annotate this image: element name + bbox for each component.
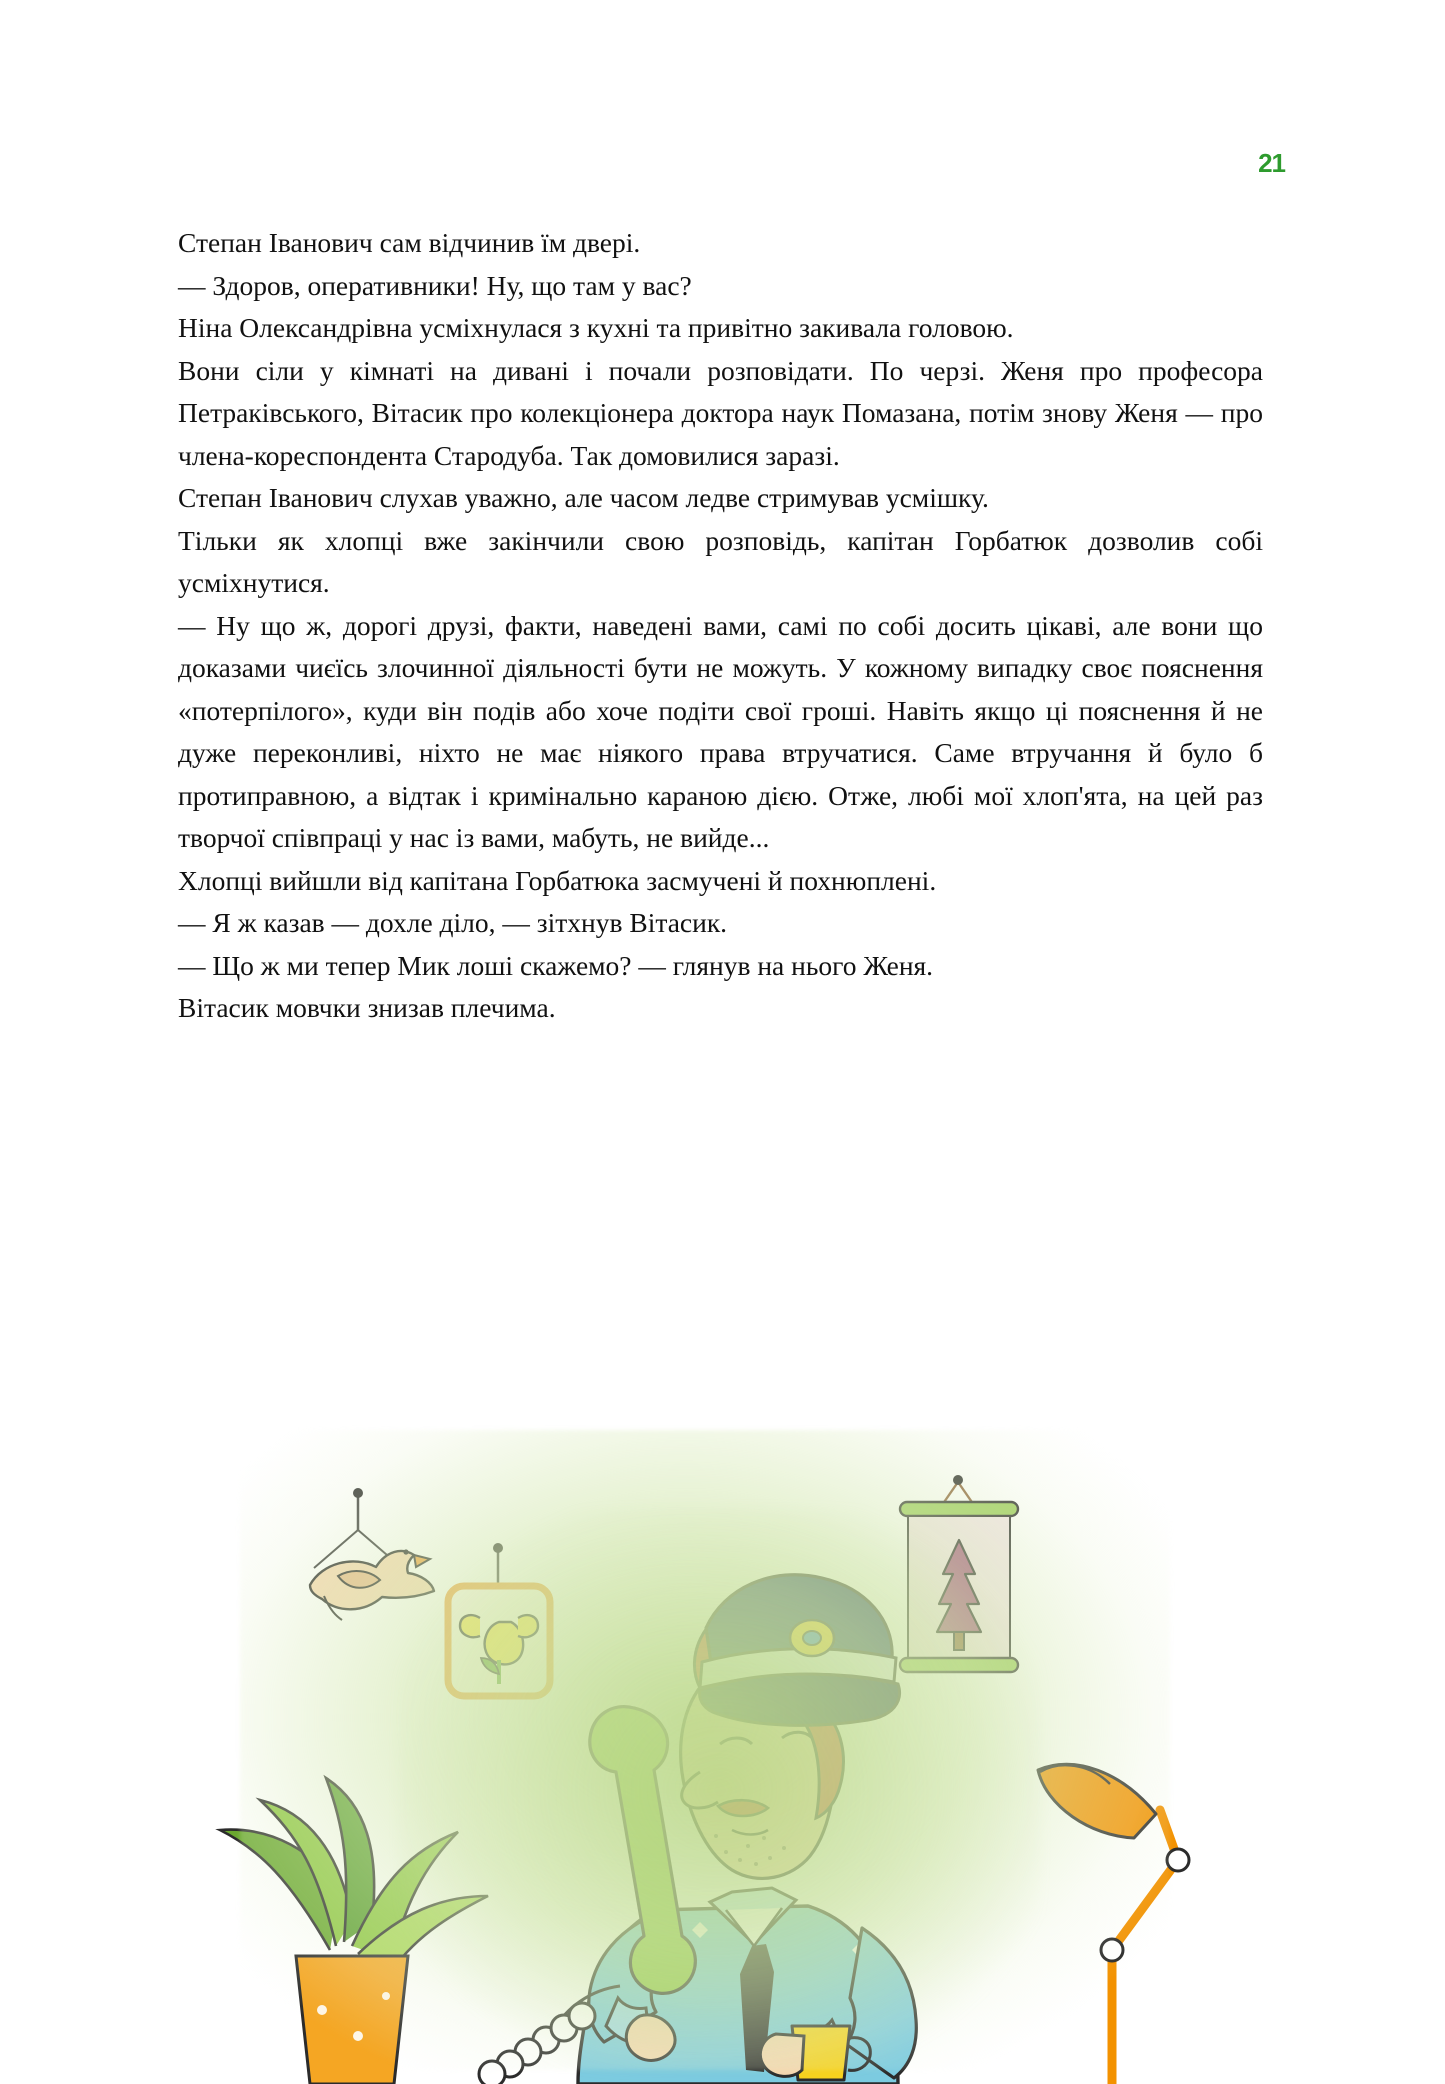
paragraph: Тільки як хлопці вже закінчили свою розповідь, капітан Горбатюк дозволив собі усміхнутися. <box>178 524 1263 598</box>
paragraph: — Ну що ж, дорогі друзі, факти, наведені вами, самі по собі досить цікаві, але вони що доказами чиєїсь злочинної діяльності бути не можуть. У кожному випадку своє пояснення «потерпілого», куди він подів або хоче подіти свої гроші. Навіть якщо ці пояснення й не дуже переконливі, ніхто не має ніякого права втручатися. Саме втручання й було б протиправною, а відтак і кримінально караною дією. Отже, любі мої хлоп'ята, на цей раз творчої співпраці у нас із вами, мабуть, не вийде... <box>178 609 1263 853</box>
page-number: 21 <box>1258 148 1285 178</box>
paragraph: — Здоров, оперативники! Ну, що там у вас? <box>178 269 692 301</box>
background-wash-inner <box>400 1510 1040 2070</box>
chapter-illustration <box>100 1390 1345 2084</box>
paragraph: — Що ж ми тепер Мик лоші скажемо? — глянув на нього Женя. <box>178 949 934 981</box>
paragraph: Степан Іванович слухав уважно, але часом ледве стримував усмішку. <box>178 482 989 513</box>
body-text <box>178 222 1263 1030</box>
paragraph: Степан Іванович сам відчинив їм двері. <box>178 227 641 258</box>
paragraph: Хлопці вийшли від капітана Горбатюка засмучені й похнюплені. <box>178 864 937 896</box>
paragraph: Ніна Олександрівна усміхнулася з кухні та привітно закивала головою. <box>178 312 1014 343</box>
paragraph: Вітасик мовчки знизав плечима. <box>178 992 556 1023</box>
paragraph: — Я ж казав — дохле діло, — зітхнув Вітасик. <box>178 907 728 938</box>
paragraph: Вони сіли у кімнаті на дивані і почали розповідати. По черзі. Женя про професора Петраківського, Вітасик про колекціонера доктора наук Помазана, потім знову Женя — про члена-кореспондента Стародуба. Так домовилися заразі. <box>178 354 1263 471</box>
